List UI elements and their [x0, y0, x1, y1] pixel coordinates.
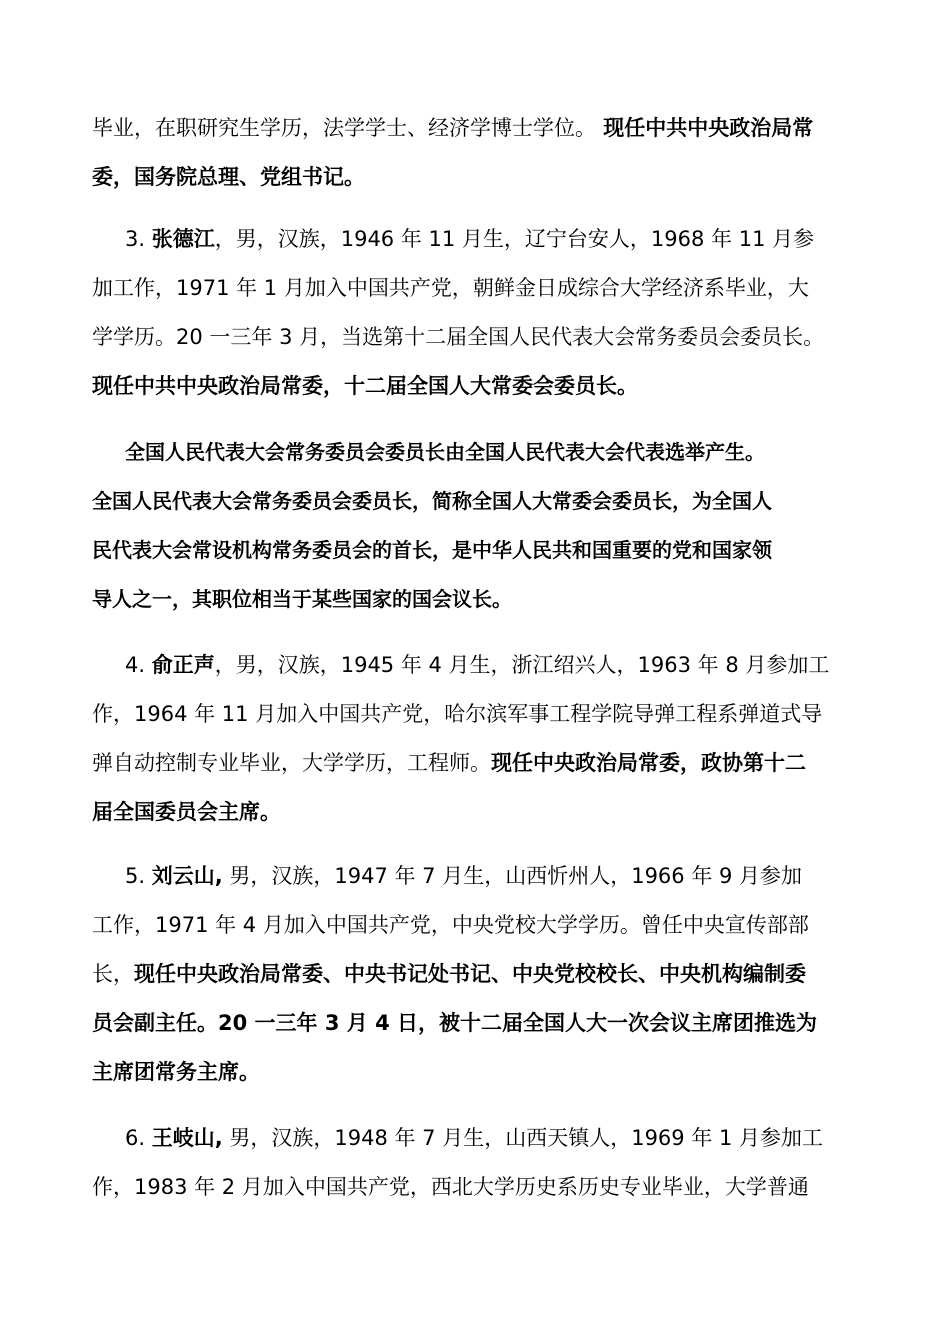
text-line [92, 1114, 872, 1163]
bold-text-run: 主席团常务主席。 [92, 1060, 260, 1084]
text-run: 毕业，在职研究生学历，法学学士、经济学博士学位。 [92, 116, 596, 140]
person-name: 刘云山, [151, 864, 223, 888]
text-line: 民代表大会常设机构常务委员会的首长，是中华人民共和国重要的党和国家领 [92, 538, 772, 562]
paragraph-yu-zhengsheng [92, 641, 872, 837]
person-name: 王岐山, [151, 1126, 223, 1150]
text-line: 导人之一，其职位相当于某些国家的国会议长。 [92, 587, 512, 611]
paragraph-chairman-note [92, 428, 872, 624]
item-number: 5. [125, 864, 152, 888]
text-line: 学学历。20 一三年 3 月，当选第十二届全国人民代表大会常务委员会委员长。 [92, 325, 825, 349]
bold-text-run: 届全国委员会主席。 [92, 800, 281, 824]
paragraph-liu-yunshan [92, 852, 872, 1097]
text-line [92, 852, 872, 901]
text-line: 全国人民代表大会常务委员会委员长，简称全国人大常委会委员长，为全国人 [92, 489, 772, 513]
bold-text-run: 现任中共中央政治局常委，十二届全国人大常委会委员长。 [92, 374, 638, 398]
bold-text-run: 现任中央政治局常委、中央书记处书记、中央党校校长、中央机构编制委 [134, 962, 806, 986]
item-number: 3. [125, 227, 152, 251]
item-number: 4. [125, 653, 152, 677]
paragraph-zhang-dejiang [92, 215, 872, 411]
text-line [92, 1048, 872, 1097]
paragraph-wang-qishan [92, 1114, 872, 1212]
text-line [92, 641, 872, 690]
person-name: 张德江 [151, 227, 215, 251]
item-number: 6. [125, 1126, 152, 1150]
text-line [92, 739, 872, 788]
text-run: 男，汉族，1947 年 7 月生，山西忻州人，1966 年 9 月参加 [222, 864, 803, 888]
text-line [92, 950, 872, 999]
text-run: 长， [92, 962, 134, 986]
bold-text-run: 委，国务院总理、党组书记。 [92, 165, 365, 189]
bold-text-run: 现任中央政治局常委，政协第十二 [491, 751, 806, 775]
text-line [92, 788, 872, 837]
text-line [92, 362, 872, 411]
text-run: 弹自动控制专业毕业，大学学历，工程师。 [92, 751, 491, 775]
text-line: 全国人民代表大会常务委员会委员长由全国人民代表大会代表选举产生。 [125, 440, 765, 464]
text-run: 男，汉族，1948 年 7 月生，山西天镇人，1969 年 1 月参加工 [222, 1126, 824, 1150]
text-line: 加工作，1971 年 1 月加入中国共产党，朝鲜金日成综合大学经济系毕业，大 [92, 276, 809, 300]
text-run: ，男，汉族，1945 年 4 月生，浙江绍兴人，1963 年 8 月参加工 [214, 653, 830, 677]
bold-text-run: 员会副主任。20 一三年 3 月 4 日，被十二届全国人大一次会议主席团推选为 [92, 1011, 817, 1035]
text-line: 作，1964 年 11 月加入中国共产党，哈尔滨军事工程学院导弹工程系弹道式导 [92, 702, 823, 726]
text-line [92, 153, 872, 202]
text-run: ，男，汉族，1946 年 11 月生，辽宁台安人，1968 年 11 月参 [214, 227, 815, 251]
person-name: 俞正声 [151, 653, 215, 677]
text-line [92, 999, 872, 1048]
text-line: 工作，1971 年 4 月加入中国共产党，中央党校大学学历。曾任中央宣传部部 [92, 913, 809, 937]
paragraph-premier-tail [92, 104, 872, 202]
text-line [92, 104, 872, 153]
text-line [92, 215, 872, 264]
text-line: 作，1983 年 2 月加入中国共产党，西北大学历史系历史专业毕业，大学普通 [92, 1175, 809, 1199]
bold-text-run: 现任中共中央政治局常 [596, 116, 814, 140]
